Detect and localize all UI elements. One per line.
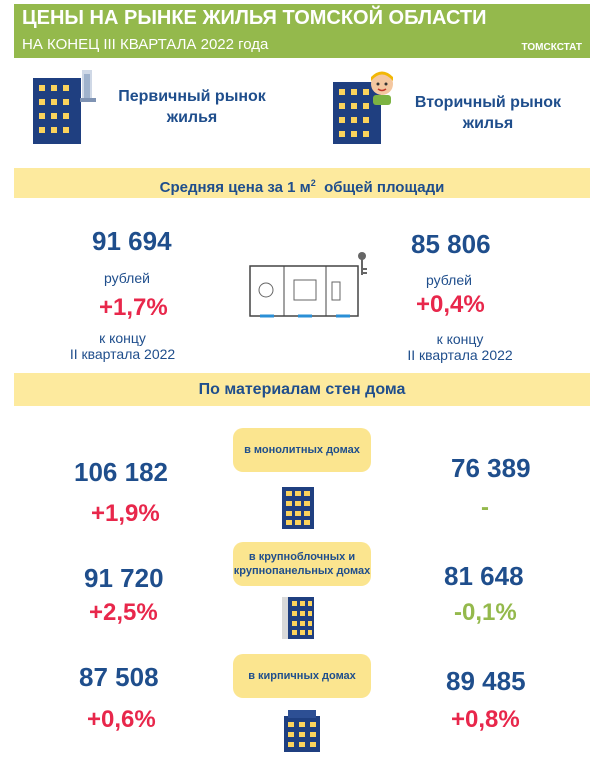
house-key-icon [358, 252, 367, 275]
materials-heading: По материалам стен дома [14, 373, 590, 406]
primary-avg-change: +1,7% [99, 294, 168, 321]
monolithic-primary-change: +1,9% [91, 500, 160, 527]
primary-avg-note: к концу II квартала 2022 [69, 330, 176, 362]
building-icon [282, 597, 314, 639]
brick-primary-value: 87 508 [79, 662, 159, 692]
panel-primary-change: +2,5% [89, 599, 158, 626]
floor-plan-icon [246, 250, 371, 322]
panel-primary-value: 91 720 [84, 563, 164, 593]
old-building-icon [330, 68, 402, 148]
page-title: ЦЕНЫ НА РЫНКЕ ЖИЛЬЯ ТОМСКОЙ ОБЛАСТИ [22, 7, 487, 29]
monolithic-secondary-change: - [481, 494, 489, 521]
brick-secondary-change: +0,8% [451, 706, 520, 733]
monolithic-label: в монолитных домах [233, 428, 371, 472]
secondary-avg-value: 85 806 [411, 229, 491, 259]
primary-market-label: Первичный рынок жилья [118, 88, 266, 126]
panel-label: в крупноблочных и крупнопанельных домах [233, 542, 371, 586]
brick-secondary-value: 89 485 [446, 666, 526, 696]
primary-avg-value: 91 694 [92, 226, 172, 256]
panel-secondary-value: 81 648 [444, 561, 524, 591]
source-label: ТОМСКСТАТ [521, 42, 582, 53]
building-icon [282, 487, 314, 529]
building-icon [284, 710, 320, 752]
new-building-icon [30, 68, 100, 148]
secondary-market-label: Вторичный рынок жилья [414, 94, 562, 132]
monolithic-primary-value: 106 182 [74, 457, 168, 487]
secondary-avg-change: +0,4% [416, 291, 485, 318]
monolithic-secondary-value: 76 389 [451, 453, 531, 483]
brick-label: в кирпичных домах [233, 654, 371, 698]
page-subtitle: НА КОНЕЦ III КВАРТАЛА 2022 года [22, 36, 269, 53]
primary-avg-unit: рублей [104, 270, 150, 286]
header-banner [14, 4, 590, 58]
secondary-avg-unit: рублей [426, 272, 472, 288]
panel-secondary-change: -0,1% [454, 599, 517, 626]
brick-primary-change: +0,6% [87, 706, 156, 733]
secondary-avg-note: к концу II квартала 2022 [407, 331, 513, 363]
person-icon [371, 72, 393, 106]
average-price-heading: Средняя цена за 1 $м^2$ общей площади [14, 168, 590, 198]
